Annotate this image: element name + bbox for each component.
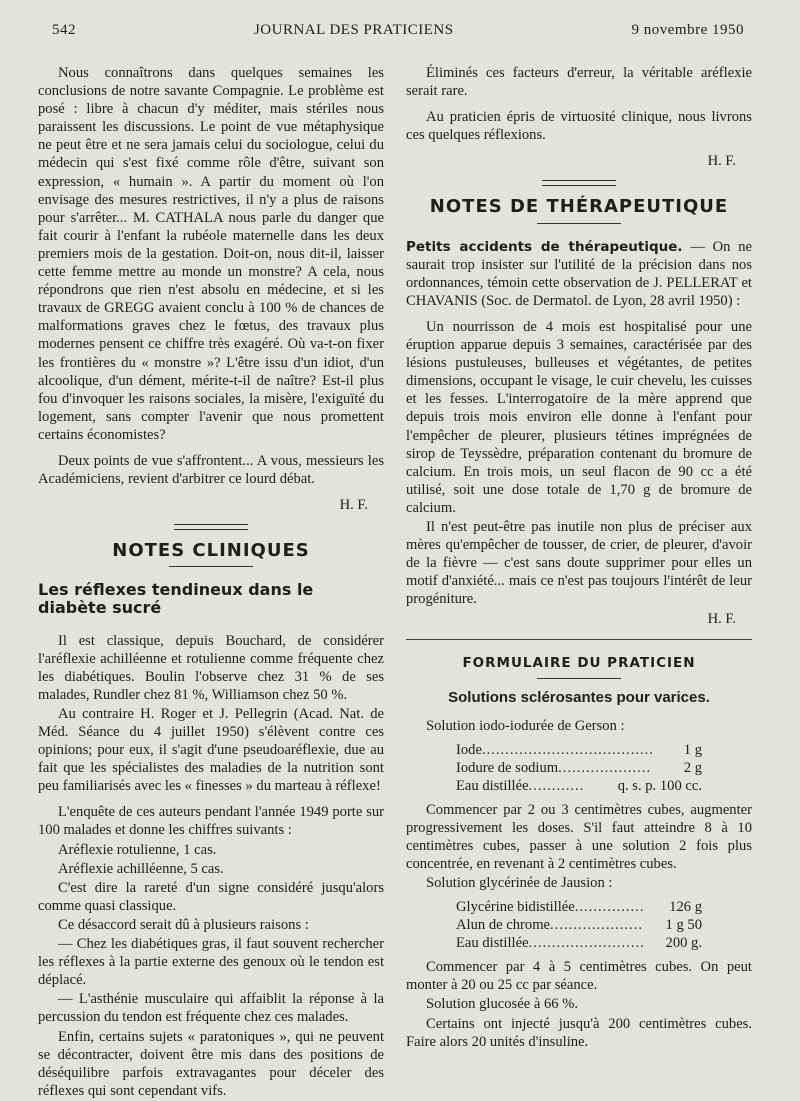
article-paragraph: C'est dire la rareté d'un signe considéré jusqu'alors comme quasi classique.: [38, 879, 384, 914]
run-in-heading: Petits accidents de thérapeutique.: [406, 238, 683, 255]
article-paragraph: Au praticien épris de virtuosité clinique, nous livrons ces quelques réflexions.: [406, 109, 752, 144]
formula-paragraph: Commencer par 4 à 5 centimètres cubes. On peut monter à 20 ou 25 cc par séance.: [406, 959, 752, 994]
formula-ingredients: [456, 741, 702, 795]
article-title: Les réflexes tendineux dans le diabète sucré: [38, 580, 314, 618]
ingredient-row: Glycérine bidistillée ..... 126 g: [456, 898, 702, 916]
formula-ingredients: [456, 898, 702, 952]
formula-paragraph: Solution glucosée à 66 %.: [426, 996, 578, 1013]
section-divider: [542, 180, 616, 186]
formula-intro: Solution glycérinée de Jausion :: [426, 875, 613, 892]
article-paragraph: Ce désaccord serait dû à plusieurs raisons :: [58, 916, 309, 933]
article-paragraph: Enfin, certains sujets « paratoniques », qui ne peuvent se décontracter, doivent être mis dans des positions de déséquilibre parfois extravagantes pour déceler des réflexes qui sont cependant vifs.: [38, 1028, 384, 1099]
formula-title: Solutions sclérosantes pour varices.: [448, 688, 710, 706]
section-underline: [169, 566, 253, 567]
formula-paragraph: Commencer par 2 ou 3 centimètres cubes, augmenter progressivement les doses. S'il faut atteindre 8 à 10 centimètres cubes, passer à une solution 2 fois plus concentrée, en revenant à 2 centimètres cubes.: [406, 801, 752, 873]
author-signature: H. F.: [707, 611, 736, 628]
article-paragraph: Il est classique, depuis Bouchard, de considérer l'aréflexie achilléenne et rotulienne comme fréquente chez les diabétiques. Boulin l'observe chez 31 % de ses malades, Rundler chez 81 %, Williamson chez 50 %.: [38, 632, 384, 703]
article-paragraph: L'enquête de ces auteurs pendant l'année 1949 porte sur 100 malades et donne les chiffres suivants :: [38, 804, 384, 839]
page-number: 542: [52, 22, 76, 38]
ingredient-row: Iodure de sodium ..... 2 g: [456, 759, 702, 777]
therapeutic-paragraph: [406, 238, 752, 310]
article-paragraph: — L'asthénie musculaire qui affaiblit la réponse à la percussion du tendon est fréquente chez ces malades.: [38, 991, 384, 1026]
article-list-item: Aréflexie achilléenne, 5 cas.: [58, 860, 224, 877]
editorial-paragraph: Deux points de vue s'affrontent... A vous, messieurs les Académiciens, revient d'arbitrer ce lourd débat.: [38, 452, 384, 488]
journal-title: JOURNAL DES PRATICIENS: [253, 22, 454, 38]
left-column: [38, 64, 384, 1101]
ingredient-row: Alun de chrome ..... 1 g 50: [456, 916, 702, 934]
formula-paragraph: Certains ont injecté jusqu'à 200 centimètres cubes. Faire alors 20 unités d'insuline.: [406, 1015, 752, 1050]
article-paragraph: — Chez les diabétiques gras, il faut souvent rechercher les réflexes à la partie externe des genoux où le tendon est déplacé.: [38, 936, 384, 989]
article-paragraph: Éliminés ces facteurs d'erreur, la véritable aréflexie serait rare.: [406, 65, 752, 100]
article-list-item: Aréflexie rotulienne, 1 cas.: [58, 841, 217, 858]
ingredient-row: Iode ..... 1 g: [456, 741, 702, 759]
therapeutic-paragraph: Un nourrisson de 4 mois est hospitalisé pour une éruption apparue depuis 3 semaines, caractérisée par des lésions pustuleuses, bulleuses et végétantes, de petites dimensions, occupant le visage, le cuir chevelu, les cuisses et les fesses. L'interrogatoire de la mère apprend que depuis trois mois environ elle donne à l'enfant pour l'empêcher de pleurer, plusieurs tétines imprégnées de sirop de Teyssèdre, préparation contenant du bromure de calcium. En trois mois, un seul flacon de 90 cc a été utilisé, soit une dose totale de 1,70 g de bromure de calcium.: [406, 318, 752, 516]
ingredient-row: Eau distillée ..... q. s. p. 100 cc.: [456, 777, 702, 795]
issue-date: 9 novembre 1950: [631, 22, 744, 38]
section-title: NOTES DE THÉRAPEUTIQUE: [429, 196, 729, 218]
section-underline: [537, 678, 621, 679]
ingredient-row: Eau distillée ..... 200 g.: [456, 934, 702, 952]
section-divider: [174, 524, 248, 530]
author-signature: H. F.: [339, 497, 368, 514]
therapeutic-intro: — On ne saurait trop insister sur l'utilité de la précision dans nos ordonnances, témoin cette observation de J. PELLERAT et CHAVANIS (Soc. de Dermatol. de Lyon, 28 avril 1950) :: [406, 238, 753, 309]
section-title: NOTES CLINIQUES: [112, 540, 310, 562]
article-paragraph: Au contraire H. Roger et J. Pellegrin (Acad. Nat. de Méd. Séance du 4 juillet 1950) s'élèvent contre ces opinions; pour eux, il s'agit d'une pseudoaréflexie, due au fait que les spécialistes des maladies de la nutrition sont peu familiarisés avec les « finesses » du marteau à réflexe!: [38, 705, 384, 795]
section-underline: [537, 223, 621, 224]
editorial-paragraph: Nous connaîtrons dans quelques semaines les conclusions de notre savante Compagnie. Le problème est posé : libre à chacun d'y méditer, mais stériles nous paraissent les discussions. Le point de vue métaphysique ne peut être et ne sera jamais celui du sociologue, celui du médecin qui s'est fixé comme rôle d'être, suivant son expression, « humain ». A partir du moment où l'on envisage des mesures restrictives, il n'y a plus de raisons pour s'arrêter... M. CATHALA nous parle du danger que fait courir à l'enfant la rubéole maternelle dans les deux premiers mois de la gestation. Doit-on, nous dit-il, laisser cette femme mettre au monde un monstre? A cela, nous répondrons que rien n'est absolu en médecine, et si les travaux de GREGG avaient conclu à 100 % de chances de malformations graves chez le fœtus, des travaux plus modernes pensent ce chiffre très exagéré. Où va-t-on fixer les frontières du « monstre »? L'être issu d'un idiot, d'un alcoolique, d'un dément, mérite-t-il de naître? Est-il plus fou d'invoquer les raisons sociales, la misère, l'exiguïté du logement, sans compter l'avenir que nous promettent certains économistes?: [38, 65, 384, 443]
right-column: [406, 64, 752, 1052]
therapeutic-paragraph: Il n'est peut-être pas inutile non plus de préciser aux mères qu'empêcher de tousser, de crier, de pleurer, d'avoir de la fièvre — c'est sans doute supprimer pour elles un motif d'anxiété... mais ce n'est pas toujours l'intérêt de leur progéniture.: [406, 518, 752, 608]
section-title: FORMULAIRE DU PRATICIEN: [462, 654, 696, 671]
author-signature: H. F.: [707, 153, 736, 170]
formula-intro: Solution iodo-iodurée de Gerson :: [426, 717, 625, 734]
section-rule: [406, 639, 752, 640]
page-header: [52, 22, 744, 39]
